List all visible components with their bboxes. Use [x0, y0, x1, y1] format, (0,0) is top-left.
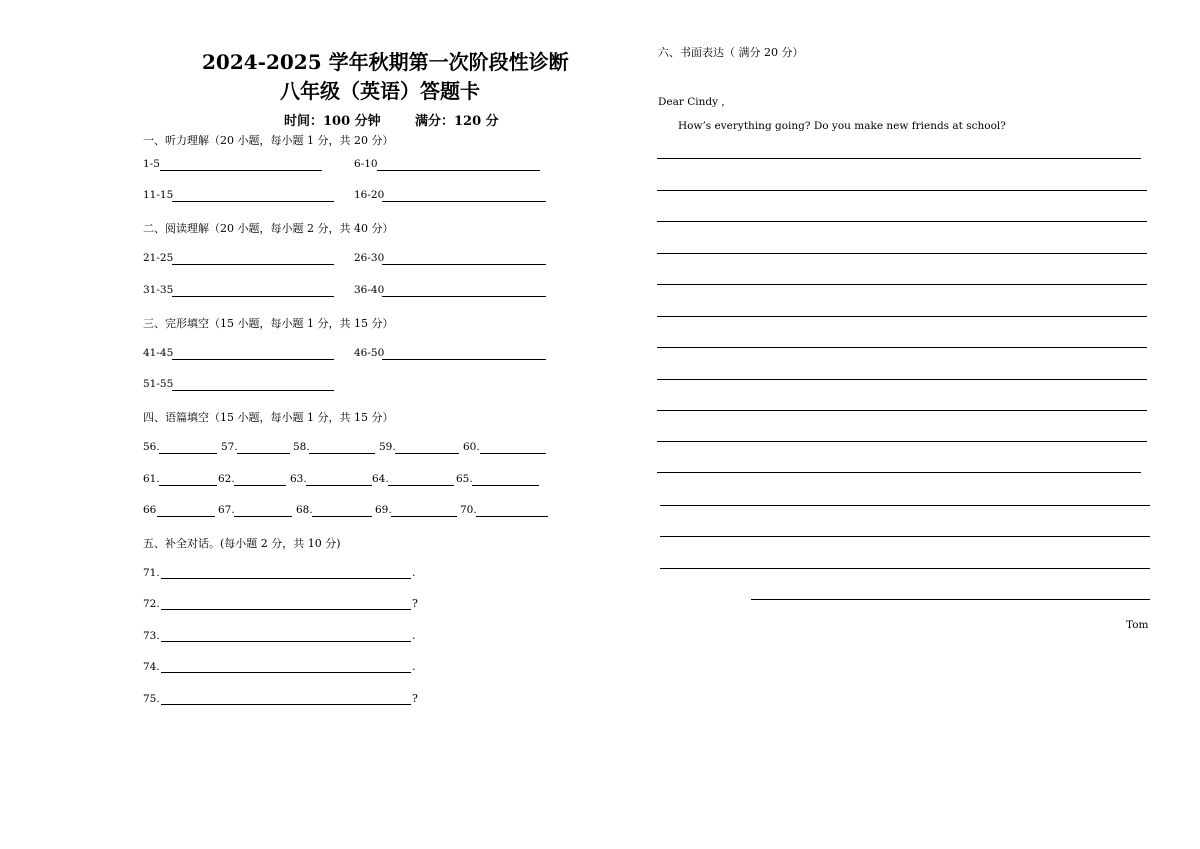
answer-label: 61. — [143, 473, 160, 485]
writing-line[interactable] — [657, 190, 1147, 191]
exam-score: 满分：120 分 — [415, 114, 499, 129]
dialogue-line[interactable] — [161, 609, 411, 610]
exam-time: 时间：100 分钟 — [284, 114, 381, 129]
writing-line[interactable] — [660, 568, 1150, 569]
page-subtitle: 八年级（英语）答题卡 — [280, 79, 480, 103]
answer-line[interactable] — [382, 296, 546, 297]
writing-line[interactable] — [657, 158, 1141, 159]
dialogue-end: ? — [412, 597, 418, 610]
answer-line[interactable] — [480, 453, 546, 454]
answer-line[interactable] — [159, 485, 217, 486]
writing-line[interactable] — [657, 410, 1147, 411]
answer-label: 66 — [143, 504, 157, 516]
answer-line[interactable] — [382, 359, 546, 360]
dialogue-end: . — [412, 660, 416, 673]
section-2-title: 二、阅读理解（20 小题，每小题 2 分，共 40 分） — [143, 222, 394, 235]
answer-label: 64. — [372, 473, 389, 485]
letter-greeting: Dear Cindy , — [658, 96, 725, 108]
answer-label: 6-10 — [354, 158, 378, 170]
dialogue-end: . — [412, 566, 416, 579]
dialogue-line[interactable] — [161, 578, 411, 579]
answer-label: 60. — [463, 441, 480, 453]
answer-line[interactable] — [159, 453, 217, 454]
answer-label: 36-40 — [354, 284, 385, 296]
writing-line[interactable] — [657, 316, 1147, 317]
answer-line[interactable] — [234, 485, 286, 486]
answer-line[interactable] — [172, 264, 334, 265]
writing-line[interactable] — [657, 472, 1141, 473]
dialogue-label: 71. — [143, 567, 160, 579]
writing-line[interactable] — [657, 379, 1147, 380]
answer-line[interactable] — [306, 485, 372, 486]
answer-line[interactable] — [476, 516, 548, 517]
writing-line[interactable] — [660, 505, 1150, 506]
answer-line[interactable] — [312, 516, 372, 517]
answer-label: 62. — [218, 473, 235, 485]
answer-label: 1-5 — [143, 158, 160, 170]
writing-line[interactable] — [657, 253, 1147, 254]
dialogue-label: 73. — [143, 630, 160, 642]
answer-line[interactable] — [234, 516, 292, 517]
dialogue-end: . — [412, 629, 416, 642]
letter-signature: Tom — [1126, 619, 1149, 631]
answer-label: 21-25 — [143, 252, 174, 264]
answer-line[interactable] — [382, 201, 546, 202]
answer-label: 65. — [456, 473, 473, 485]
answer-label: 68. — [296, 504, 313, 516]
writing-line[interactable] — [751, 599, 1150, 600]
answer-label: 16-20 — [354, 189, 385, 201]
answer-label: 41-45 — [143, 347, 174, 359]
answer-line[interactable] — [377, 170, 540, 171]
answer-label: 70. — [460, 504, 477, 516]
dialogue-line[interactable] — [161, 672, 411, 673]
answer-line[interactable] — [391, 516, 457, 517]
letter-opening: How’s everything going? Do you make new friends at school? — [678, 120, 1006, 132]
answer-label: 26-30 — [354, 252, 385, 264]
answer-label: 56. — [143, 441, 160, 453]
section-1-title: 一、听力理解（20 小题，每小题 1 分，共 20 分） — [143, 134, 394, 147]
section-6-title: 六、书面表达（ 满分 20 分） — [658, 46, 804, 59]
section-4-title: 四、语篇填空（15 小题，每小题 1 分，共 15 分） — [143, 411, 394, 424]
answer-label: 31-35 — [143, 284, 174, 296]
answer-label: 11-15 — [143, 189, 174, 201]
dialogue-line[interactable] — [161, 704, 411, 705]
answer-line[interactable] — [382, 264, 546, 265]
answer-line[interactable] — [395, 453, 459, 454]
dialogue-end: ? — [412, 692, 418, 705]
answer-line[interactable] — [172, 201, 334, 202]
answer-label: 46-50 — [354, 347, 385, 359]
dialogue-label: 72. — [143, 598, 160, 610]
dialogue-label: 74. — [143, 661, 160, 673]
answer-line[interactable] — [237, 453, 290, 454]
answer-line[interactable] — [157, 516, 215, 517]
dialogue-line[interactable] — [161, 641, 411, 642]
section-5-title: 五、补全对话。(每小题 2 分，共 10 分) — [143, 537, 341, 550]
answer-label: 59. — [379, 441, 396, 453]
writing-line[interactable] — [657, 284, 1147, 285]
answer-line[interactable] — [388, 485, 454, 486]
dialogue-label: 75. — [143, 693, 160, 705]
answer-line[interactable] — [160, 170, 322, 171]
section-3-title: 三、完形填空（15 小题，每小题 1 分，共 15 分） — [143, 317, 394, 330]
writing-line[interactable] — [657, 221, 1147, 222]
answer-line[interactable] — [172, 296, 334, 297]
page-title: 2024-2025 学年秋期第一次阶段性诊断 — [202, 50, 569, 74]
writing-line[interactable] — [660, 536, 1150, 537]
answer-line[interactable] — [172, 359, 334, 360]
answer-line[interactable] — [172, 390, 334, 391]
answer-label: 63. — [290, 473, 307, 485]
writing-line[interactable] — [657, 441, 1147, 442]
answer-line[interactable] — [309, 453, 375, 454]
answer-label: 69. — [375, 504, 392, 516]
answer-label: 57. — [221, 441, 238, 453]
writing-line[interactable] — [657, 347, 1147, 348]
answer-line[interactable] — [472, 485, 539, 486]
answer-label: 51-55 — [143, 378, 174, 390]
answer-label: 67. — [218, 504, 235, 516]
answer-label: 58. — [293, 441, 310, 453]
